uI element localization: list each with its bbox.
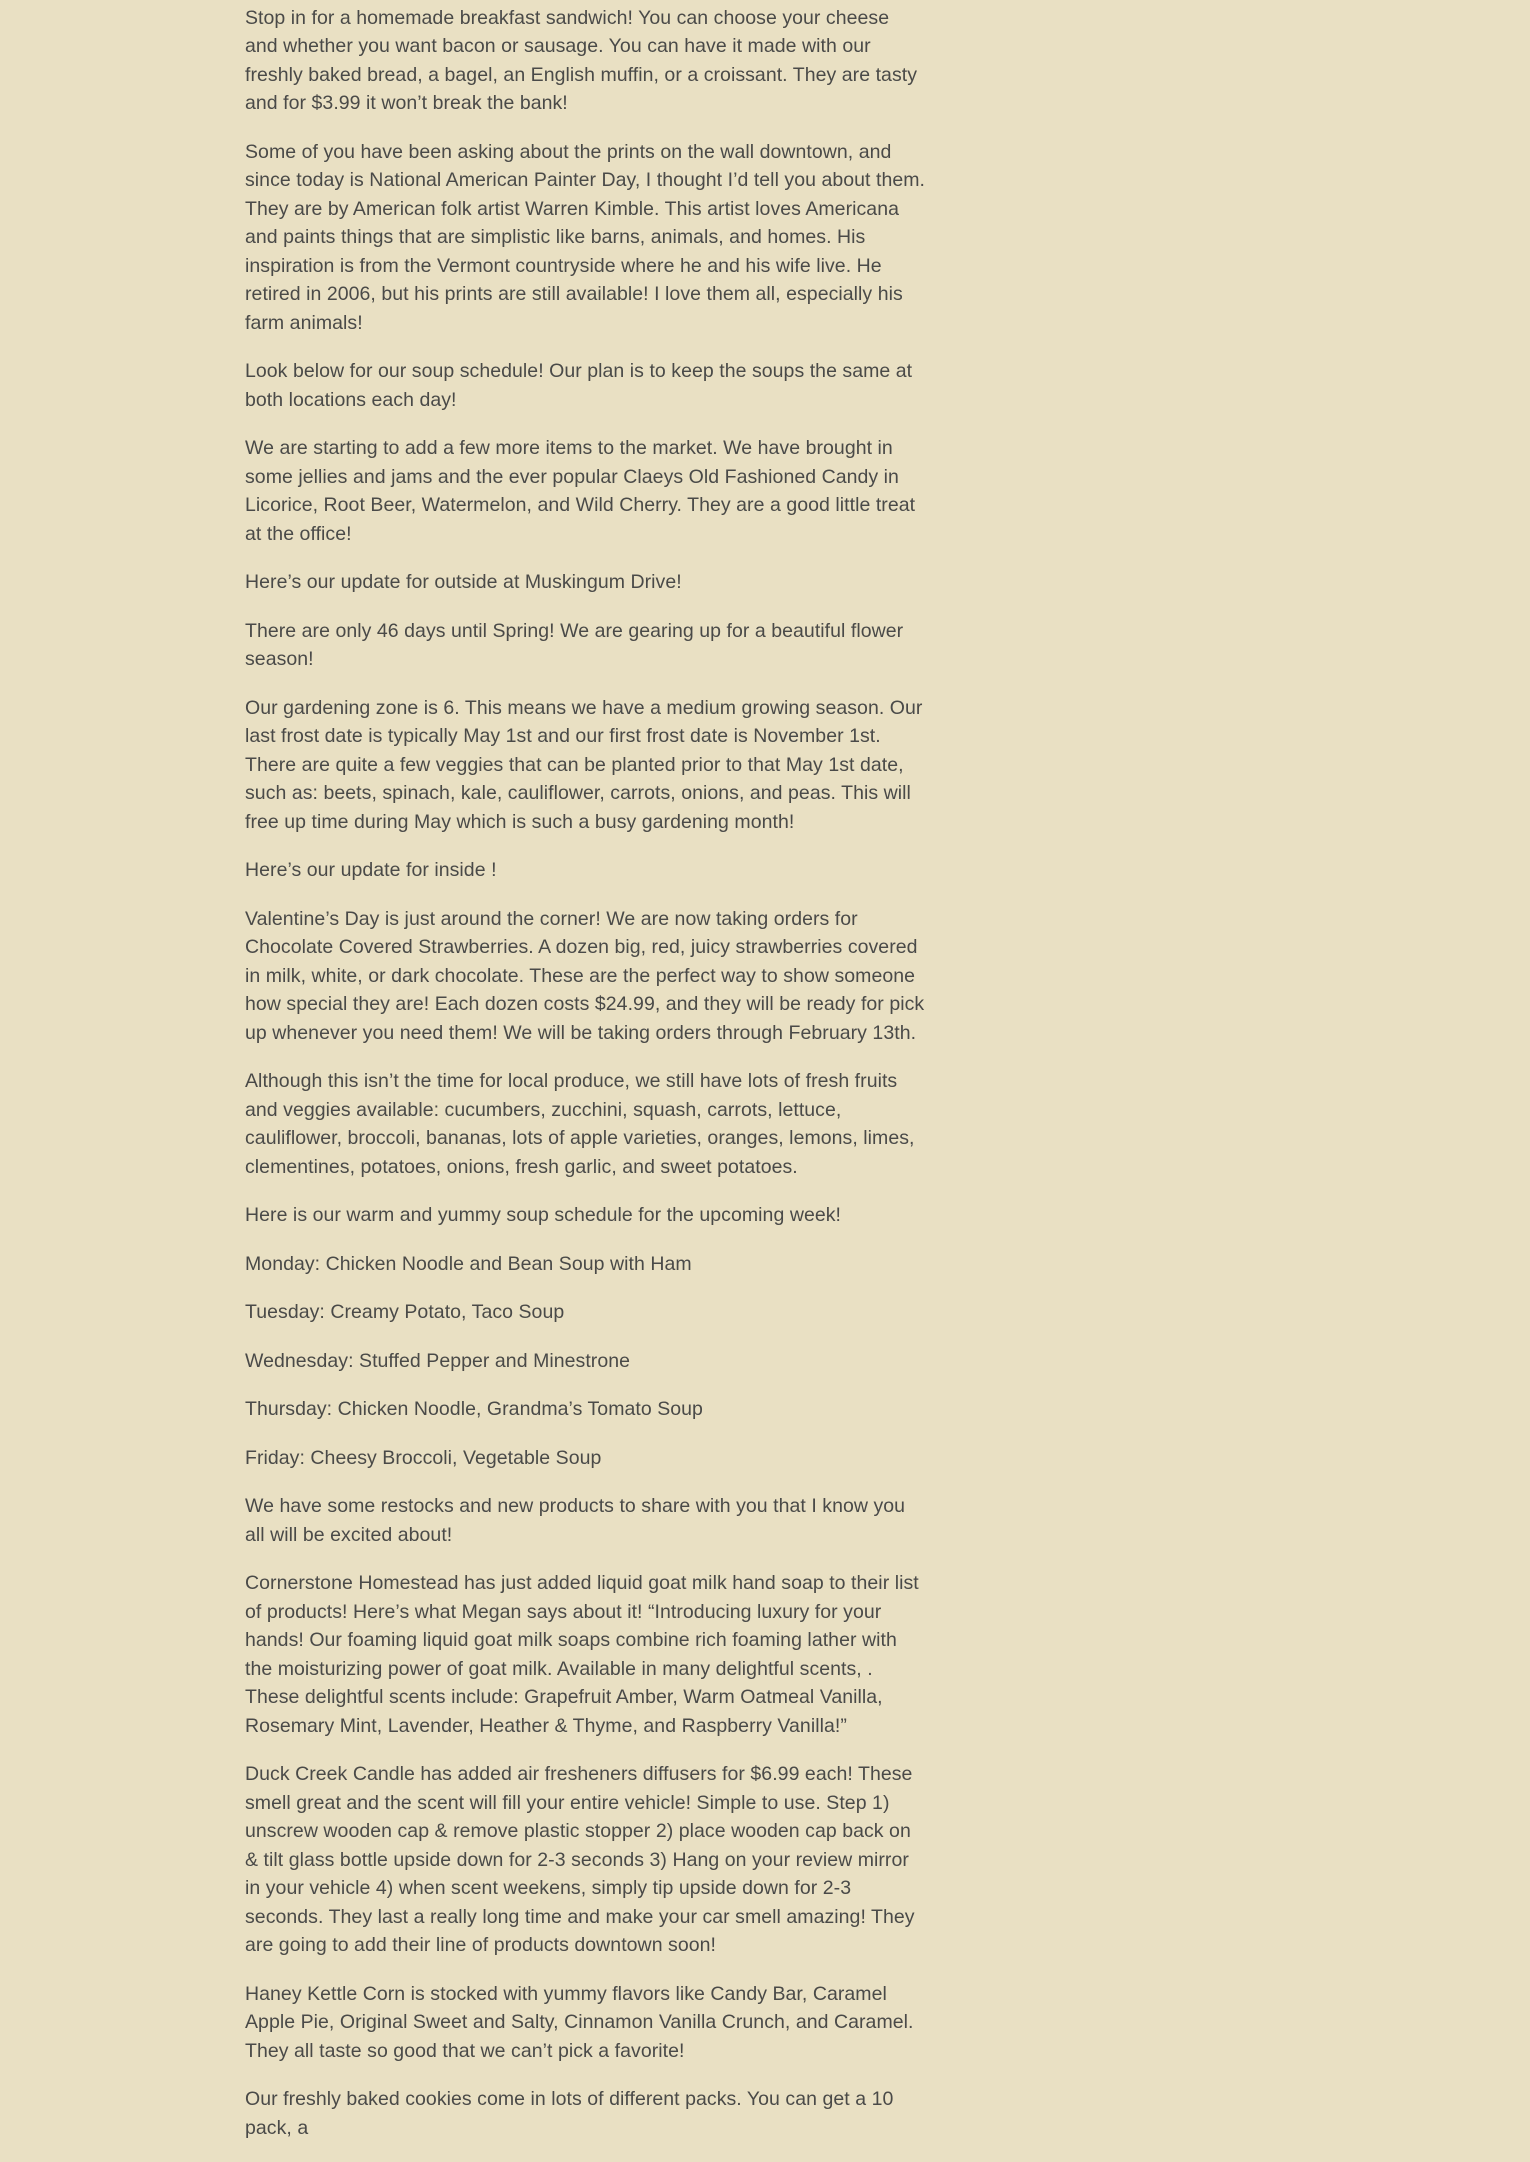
paragraph-fresh-produce: Although this isn’t the time for local produce, we still have lots of fresh fruits and veggies available: cucumbers, zucchini, squash, carrots, lettuce, cauliflower, broccoli, bananas, lots of apple varieties, oranges, lemons, limes, clementines, potatoes, onions, fresh garlic, and sweet potatoes. — [245, 1070, 915, 1178]
blog-post-content — [245, 0, 925, 2162]
soup-wednesday: Wednesday: Stuffed Pepper and Minestrone — [245, 1349, 631, 1372]
paragraph-restocks-intro: We have some restocks and new products to share with you that I know you all will be excited about! — [245, 1495, 906, 1546]
paragraph-valentines-strawberries: Valentine’s Day is just around the corner! We are now taking orders for Chocolate Covered Strawberries. A dozen big, red, juicy strawberries covered in milk, white, or dark chocolate. These are the perfect way to show someone how special they are! Each dozen costs $24.99, and they will be ready for pick up whenever you need them! We will be taking orders through February 13th. — [245, 907, 925, 1044]
soup-thursday: Thursday: Chicken Noodle, Grandma’s Tomato Soup — [245, 1398, 703, 1420]
paragraph-duck-creek-candle: Duck Creek Candle has added air fresheners diffusers for $6.99 each! These smell great and the scent will fill your entire vehicle! Simple to use. Step 1) unscrew wooden cap & remove plastic stopper 2) place wooden cap back on & tilt glass bottle upside down for 2-3 seconds 3) Hang on your review mirror in your vehicle 4) when scent weekens, simply tip upside down for 2-3 seconds. They last a really long time and make your car smell amazing! They are going to add their line of products downtown soon! — [245, 1763, 915, 1956]
paragraph-soup-schedule-intro: Here is our warm and yummy soup schedule for the upcoming week! — [245, 1204, 842, 1226]
soup-monday: Monday: Chicken Noodle and Bean Soup with Ham — [245, 1252, 692, 1275]
paragraph-haney-kettle-corn: Haney Kettle Corn is stocked with yummy flavors like Candy Bar, Caramel Apple Pie, Original Sweet and Salty, Cinnamon Vanilla Crunch, and Caramel. They all taste so good that we can’t pick a favorite! — [245, 1982, 914, 2062]
paragraph-gardening-zone: Our gardening zone is 6. This means we have a medium growing season. Our last frost date is typically May 1st and our first frost date is November 1st. There are quite a few veggies that can be planted prior to that May 1st date, such as: beets, spinach, kale, cauliflower, carrots, onions, and peas. This will free up time during May which is such a busy gardening month! — [245, 696, 923, 833]
paragraph-inside-update-heading: Here’s our update for inside ! — [245, 859, 497, 881]
paragraph-soup-schedule-note: Look below for our soup schedule! Our plan is to keep the soups the same at both locations each day! — [245, 360, 913, 411]
paragraph-warren-kimble-prints: Some of you have been asking about the prints on the wall downtown, and since today is National American Painter Day, I thought I’d tell you about them. They are by American folk artist Warren Kimble. This artist loves Americana and paints things that are simplistic like barns, animals, and homes. His inspiration is from the Vermont countryside where he and his wife live. He retired in 2006, but his prints are still available! I love them all, especially his farm animals! — [245, 140, 926, 334]
paragraph-breakfast-sandwich: Stop in for a homemade breakfast sandwich! You can choose your cheese and whether you want bacon or sausage. You can have it made with our freshly baked bread, a bagel, an English muffin, or a croissant. They are tasty and for $3.99 it won’t break the bank! — [245, 6, 918, 114]
paragraph-days-until-spring: There are only 46 days until Spring! We are gearing up for a beautiful flower season! — [245, 619, 904, 670]
paragraph-cornerstone-homestead: Cornerstone Homestead has just added liquid goat milk hand soap to their list of products! Here’s what Megan says about it! “Introducing luxury for your hands! Our foaming liquid goat milk soaps combine rich foaming lather with the moisturizing power of goat milk. Available in many delightful scents, . These delightful scents include: Grapefruit Amber, Warm Oatmeal Vanilla, Rosemary Mint, Lavender, Heather & Thyme, and Raspberry Vanilla!” — [245, 1572, 919, 1737]
paragraph-cookies-partial: Our freshly baked cookies come in lots of different packs. You can get a 10 pack, a — [245, 2088, 894, 2139]
paragraph-market-items: We are starting to add a few more items to the market. We have brought in some jellies and jams and the ever popular Claeys Old Fashioned Candy in Licorice, Root Beer, Watermelon, and Wild Cherry. They are a good little treat at the office! — [245, 437, 916, 545]
soup-friday: Friday: Cheesy Broccoli, Vegetable Soup — [245, 1446, 602, 1469]
soup-tuesday: Tuesday: Creamy Potato, Taco Soup — [245, 1301, 565, 1323]
paragraph-outside-update-heading: Here’s our update for outside at Muskingum Drive! — [245, 571, 682, 593]
